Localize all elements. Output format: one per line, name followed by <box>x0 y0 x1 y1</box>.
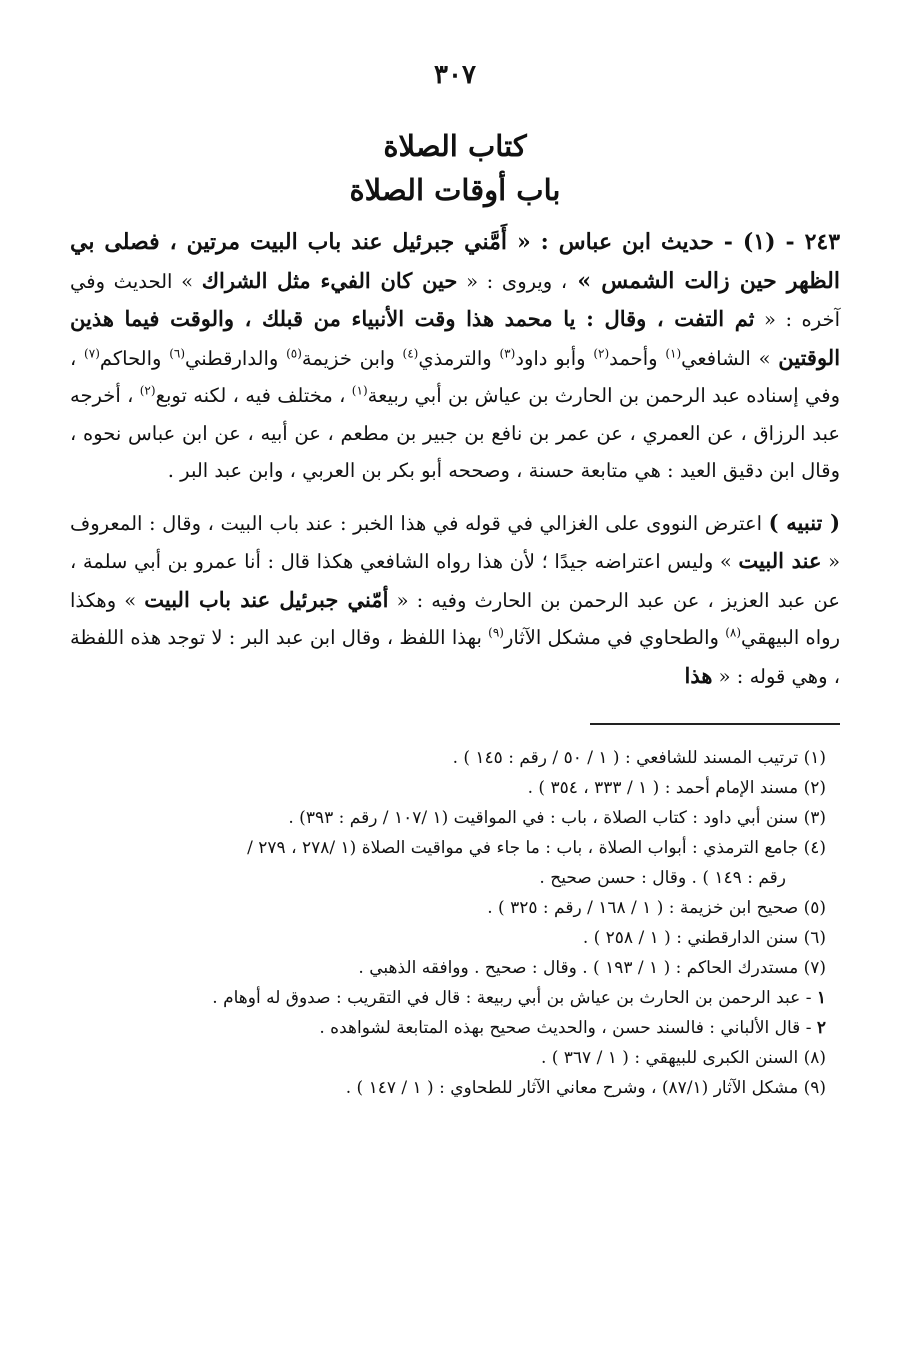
hadith-text: » الحديث وفي آخره : « <box>70 269 840 331</box>
footnote-ref: (٢) <box>139 383 156 398</box>
footnote-item <box>70 953 840 983</box>
hadith-quote: ثم التفت ، وقال : يا محمد هذا وقت الأنبياء من قبلك ، والوقت فيما هذين الوقتين <box>70 306 841 370</box>
hadith-text: والدارقطني <box>185 346 287 370</box>
tanbih-text: اعترض النووى على الغزالي في قوله في هذا الخبر : عند باب البيت ، وقال : المعروف « <box>70 511 841 573</box>
book-page <box>70 60 840 1103</box>
footnote-divider <box>590 723 840 725</box>
tanbih-quote: أمّني جبرئيل عند باب البيت <box>144 586 389 612</box>
footnote-ref: (٨) <box>725 625 742 640</box>
footnote-item <box>70 1073 840 1103</box>
hadith-text: ، مختلف فيه ، لكنه توبع <box>155 384 352 407</box>
footnote-ref: (٥) <box>286 346 302 360</box>
footnote-ref: (٧) <box>84 346 100 360</box>
footnote-item <box>70 773 840 803</box>
hadith-quote: حين كان الفيء مثل الشراك <box>201 267 458 293</box>
hadith-lead: ٢٤٣ - (١) - حديث ابن عباس : « أَمَّني جبرئيل عند باب البيت مرتين ، فصلى بي الظهر حين زالت الشمس » <box>70 229 841 294</box>
footnote-text: جامع الترمذي : أبواب الصلاة ، باب : ما جاء في مواقيت الصلاة (١ /٢٧٨ ، ٢٧٩ / <box>247 838 804 858</box>
footnote-text: صحيح ابن خزيمة : ( ١ / ١٦٨ / رقم : ٣٢٥ ) . <box>487 898 804 918</box>
tanbih-quote: هذا <box>684 662 713 688</box>
hadith-paragraph <box>70 224 840 490</box>
footnote-number: (٦) <box>803 928 826 948</box>
hadith-text: والحاكم <box>99 346 170 370</box>
footnote-item <box>70 1013 840 1043</box>
footnote-continuation: رقم : ١٤٩ ) . وقال : حسن صحيح . <box>539 868 786 888</box>
footnote-number: (٣) <box>803 808 826 828</box>
footnote-item <box>70 803 840 833</box>
footnote-text: سنن أبي داود : كتاب الصلاة ، باب : في المواقيت (١ /١٠٧ / رقم : ٣٩٣) . <box>288 808 804 828</box>
footnote-number: (٧) <box>803 958 826 978</box>
hadith-text: والترمذي <box>418 346 500 370</box>
hadith-text: وأحمد <box>609 346 666 370</box>
footnote-number: (٥) <box>803 898 826 918</box>
footnote-number: (٨) <box>803 1048 826 1068</box>
tanbih-paragraph <box>70 504 840 696</box>
footnote-text: مسند الإمام أحمد : ( ١ / ٣٣٣ ، ٣٥٤ ) . <box>527 778 804 798</box>
tanbih-heading: ( تنبيه ) <box>768 509 841 535</box>
footnote-number: (١) <box>803 748 826 768</box>
footnote-text: السنن الكبرى للبيهقي : ( ١ / ٣٦٧ ) . <box>540 1048 804 1068</box>
footnote-text: - عبد الرحمن بن الحارث بن عياش بن أبي ربيعة : قال في التقريب : صدوق له أوهام . <box>212 988 817 1008</box>
footnote-number: ١ <box>816 988 826 1008</box>
footnote-text: سنن الدارقطني : ( ١ / ٢٥٨ ) . <box>582 928 804 948</box>
footnote-ref: (٤) <box>402 346 419 360</box>
footnote-number: (٤) <box>803 838 826 858</box>
tanbih-text: » وهكذا رواه البيهقي <box>70 588 840 649</box>
footnote-item <box>70 923 840 953</box>
chapter-title: باب أوقات الصلاة <box>349 173 561 207</box>
hadith-text: ، وفي إسناده عبد الرحمن بن الحارث بن عياش بن أبي ربيعة <box>70 346 841 407</box>
footnote-text: ترتيب المسند للشافعي : ( ١ / ٥٠ / رقم : ١٤٥ ) . <box>452 748 804 768</box>
book-title: كتاب الصلاة <box>383 129 527 163</box>
footnote-item <box>70 893 840 923</box>
footnote-ref: (١) <box>665 346 682 360</box>
tanbih-text: والطحاوي في مشكل الآثار <box>503 626 726 649</box>
footnote-item <box>70 983 840 1013</box>
hadith-text: ، ويروى : « <box>457 269 568 293</box>
page-number: ٣٠٧ <box>434 60 476 90</box>
footnote-number: ٢ <box>816 1018 826 1038</box>
footnote-text: - قال الألباني : فالسند حسن ، والحديث صحيح بهذه المتابعة لشواهده . <box>319 1018 817 1038</box>
footnote-item <box>70 1043 840 1073</box>
footnote-ref: (٢) <box>593 346 610 360</box>
hadith-text: وأبو داود <box>515 346 594 370</box>
footnote-ref: (٩) <box>488 625 504 640</box>
tanbih-text: بهذا اللفظ ، وقال ابن عبد البر : لا توجد هذه اللفظة ، وهي قوله : « <box>70 626 840 688</box>
tanbih-text: » وليس اعتراضه جيدًا ؛ لأن هذا رواه الشافعي هكذا قال : أنا عمرو بن أبي سلمة ، عن عبد العزيز ، عن عبد الرحمن بن الحارث وفيه : « <box>70 550 840 612</box>
footnote-number: (٢) <box>803 778 826 798</box>
footnotes <box>70 743 840 1103</box>
footnote-ref: (٦) <box>169 346 186 360</box>
tanbih-quote: عند البيت <box>738 548 822 573</box>
hadith-text: وابن خزيمة <box>301 346 403 370</box>
footnote-ref: (٣) <box>499 346 516 360</box>
footnote-ref: (١) <box>351 383 368 398</box>
footnote-item <box>70 833 840 893</box>
footnote-text: مستدرك الحاكم : ( ١ / ١٩٣ ) . وقال : صحيح . ووافقه الذهبي . <box>358 958 804 978</box>
footnote-item <box>70 743 840 773</box>
footnote-text: مشكل الآثار (٨٧/١) ، وشرح معاني الآثار للطحاوي : ( ١ / ١٤٧ ) . <box>345 1078 804 1098</box>
hadith-text: ، أخرجه عبد الرزاق ، عن العمري ، عن عمر بن نافع بن جبير بن مطعم ، عن أبيه ، عن ابن عباس نحوه ، وقال ابن دقيق العيد : هي متابعة حسنة ، وصححه أبو بكر بن العربي ، وابن عبد البر . <box>70 384 840 482</box>
hadith-text: » الشافعي <box>681 346 779 370</box>
footnote-number: (٩) <box>803 1078 826 1098</box>
